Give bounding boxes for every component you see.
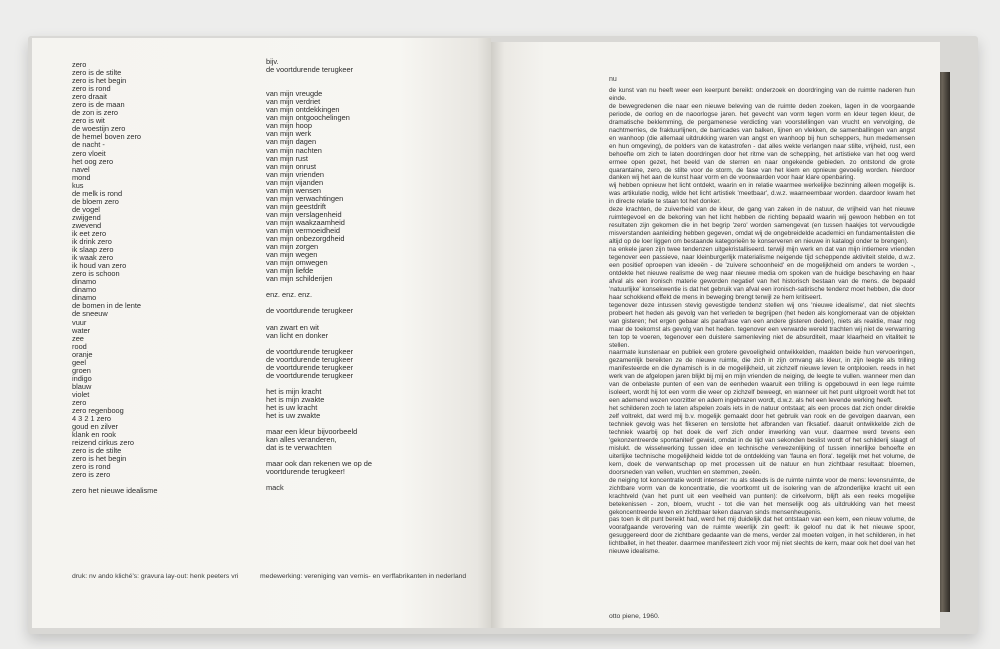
poem-line: zero is rond: [72, 84, 111, 94]
poem-line: violet: [72, 389, 90, 399]
mack-line: van mijn verslagenheid: [266, 209, 342, 219]
essay-paragraph: naarmate kunstenaar en publiek een grotere gevoeligheid ontwikkelden, maakten beide hun vervoeringen, gezamenlijk bereikten ze de nieuwe ruimte, die zich in zijn omvang als kleur, in zijn leegte als trilling manifesteerde en die dynamisch is in de mogelijkheid, uit zichzelf nieuwe leven te ontplooien. reeds in het werk van de afgelopen jaren blijkt bij mij en mijn vrienden de neiging, de leegte te vullen. wanneer men dan van de onbelaste punten of een van de eenheden waaruit een trilling is opgebouwd in een lege ruimte isoleert, wordt hij tot een vorm die weer op zichzelf beweegt, en wanneer uit het punt uitgroeit wordt het tot een ademend wezen voorzitter en adem ingebrazen wordt, d.w.z. als het een levende werking heeft.: [609, 349, 915, 405]
essay-heading: nu: [609, 76, 617, 83]
poem-line: zero: [72, 60, 87, 69]
poem-line: de vogel: [72, 204, 100, 214]
mack-line: van licht en donker: [266, 330, 329, 340]
essay-paragraph: de bewegredenen die naar een nieuwe beleving van de ruimte deden zoeken, lagen in de voorgaande periode, de oorlog en de naoorlogse jaren. het gevecht van vorm tegen vorm en kleur tegen kleur, de dramatische beklemming, de pergamenese verdicting van voorstellingen van vrucht en vervolging, de nachtmerries, de fraktuurlijnen, de barricades van balken, lijnen en vlekken, de samenballingen van angst en wanhoop (die allemaal uitdrukking waren van angst en wanhoop bij hun scheppers, hun medemensen en hun omgeving), de polders van de katastrofen - dat alles wekte verlangen naar stilte, vrijheid, rust, een behoefte om zich te laten doordringen door het ritme van de schepping, het artistieke van het oog werd ermee open gezet, het beeld van de sterren en naar ongekende gebieden. zo ontstond de grote quarantaine, zero, de stilte voor de storm, de fase van het kiem en opnieuw gevoelig worden. hierdoor danken wij het aan de kunst haar vorm en de voorwaarden voor haar klare openbaring.: [609, 102, 915, 182]
mack-line: mack: [266, 483, 284, 493]
essay-paragraph: na enkele jaren zijn twee tendenzen uitgekristalliseerd. terwijl mijn werk en dat van mijn intiemere vrienden tegenover een passieve, naar kleinburgerlijk materialisme neigende tijd scheppende aktiviteit stelde, d.w.z. een positief oproepen van ideeën - de 'zuivere schoonheid' en de mogelijkheid om anders te worden -, ontdekte het nieuwe realisme de weg naar nieuwe media om spoken van de huidige beschaving en haar afval als een ironisch materie geworden negatief van het historisch bestaan van de mens. de bepaald 'natuurlijke' konsekwentie is dat het gebruik van afval een ironisch-satirische tendenz moet hebben, die door haar schokkend effekt de mens in beweging brengt terwijl ze hem kritiseert.: [609, 246, 915, 301]
poem-line: klank en rook: [72, 430, 116, 440]
poem-line: water: [72, 325, 91, 335]
mack-line: het is mijn zwakte: [266, 394, 325, 404]
mack-line: van mijn werk: [266, 129, 312, 139]
poem-line: zero is rond: [72, 462, 111, 472]
essay-paragraph: de neiging tot koncentratie wordt intenser: nu als steeds is de ruimte ruimte voor de mens: levensruimte, de zichtbare vorm van de koncentratie, die voortkomt uit de isolering van de afzonderlijke kracht uit een krachtveld (van het punt uit een veelheid van punten): de cirkelvorm, blijft als een reeks mogelijke betekenissen - zon, bloem, vrucht - tot die van het menselijk oog als uitdrukking van het meest gekoncentreerde leven en zichtbaar teken daarvan sinds mensenheugenis.: [609, 476, 915, 516]
mack-line: van mijn verdriet: [266, 97, 321, 107]
poem-line: zero is zero: [72, 470, 111, 480]
poem-line: zwevend: [72, 220, 102, 230]
mack-line: van mijn hoop: [266, 121, 313, 131]
poem-line: dinamo: [72, 293, 97, 303]
mack-line: het is uw zwakte: [266, 411, 321, 421]
poem-line: vuur: [72, 317, 87, 327]
credits-footer: druk: nv ando kliché's: gravura lay-out: henk peeters vri: [72, 573, 239, 580]
mack-line: van mijn onrust: [266, 161, 317, 171]
mack-line: van mijn liefde: [266, 266, 314, 276]
mack-line: van mijn zorgen: [266, 242, 319, 252]
poem-line: zero is de stilte: [72, 68, 122, 78]
poem-line: geel: [72, 357, 86, 367]
poem-line: zero is wit: [72, 116, 105, 126]
poem-line: de bloem zero: [72, 196, 119, 206]
mack-line: enz. enz. enz.: [266, 290, 313, 300]
poem-line: zero is het begin: [72, 454, 127, 464]
mack-line: de voortdurende terugkeer: [266, 370, 354, 380]
mack-line: van mijn verwachtingen: [266, 193, 344, 203]
poem-line: ik drink zero: [72, 237, 112, 247]
poem-line: mond: [72, 172, 91, 182]
poem-line: zero regenboog: [72, 406, 124, 416]
poem-line: zero vloeit: [72, 148, 106, 158]
mack-line: dat is te verwachten: [266, 443, 332, 453]
poem-column: [72, 61, 157, 496]
poem-line: goud en zilver: [72, 422, 119, 432]
mack-line: van mijn ontdekkingen: [266, 105, 340, 115]
mack-line: van mijn vreugde: [266, 89, 323, 99]
mack-text-column: [266, 58, 372, 493]
mack-line: de voortdurende terugkeer: [266, 362, 354, 372]
poem-line: blauw: [72, 381, 92, 391]
mack-line: voortdurende terugkeer!: [266, 467, 345, 477]
mack-line: van mijn onbezorgdheid: [266, 234, 345, 244]
mack-line: de voortdurende terugkeer: [266, 346, 354, 356]
poem-line: ik eet zero: [72, 228, 107, 238]
essay-paragraph: het schilderen zoch te laten afspelen zoals iets in de natuur ontstaat; als een proces dat zich onder direktie zelf voltrekt, dat werd mij b.v. mogelijk gemaakt door het gebruik van rook en de gevolgen daarvan, een techniek gevolg was het fikseren en tenslotte het afbranden van fiksatief. daaruit ontwikkelde zich de techniek waarbij op het doek de verf zich onder inwerking van vuur. daarmee werd tevens een 'gekonzentreerde spontaniteit' gewist, omdat in de tijd van sekonden beslist wordt of het schilderij slaagt of mislukt. de wisselwerking tussen idee en technische verwezenlijking of tussen innerlijke behoefte en uiterlijke technische mogelijkheid leidde tot de ontdekking van 'fauna en flora'. tegelijk met het volume, de kern, doek de verwantschap op met processen uit de natuur en hun zichtbaar resultaat: bloemen, doorsneden van vellen, vruchten en stemmen, zeeën.: [609, 405, 915, 476]
mack-line: [266, 74, 372, 82]
poem-line: 4 3 2 1 zero: [72, 414, 112, 424]
essay-paragraph: wij hebben opnieuw het licht ontdekt, waarin en in relatie waarmee werkelijke bezinning alleen mogelijk is. was artikulatie nodig, wilde het licht artistiek 'meetbaar', d.w.z. waarneembaar worden. daardoor kwam het in directe relatie te staan tot het donker.: [609, 182, 915, 206]
poem-line: zero: [72, 397, 87, 407]
poem-line: de zon is zero: [72, 108, 119, 118]
poem-line: de nacht -: [72, 140, 105, 150]
essay-paragraph: pas toen ik dit punt bereikt had, werd het mij duidelijk dat het ontstaan van een kern, een nieuw volume, de voorafgaande verovering van de ruimte weerlijk zin geeft: ik geloof nu dat ik het nieuwe spoor, gesuggereerd door de zichtbare gedaante van de mens, verder zal moeten volgen, in het schilderen, in het lichtballet, in het theater. daarmee manifesteert zich voor mij niet slechts de kern, maar ook het doel van het nieuwe idealisme.: [609, 516, 915, 556]
mack-line: van mijn wensen: [266, 185, 322, 195]
poem-line: de melk is rond: [72, 188, 123, 198]
mack-line: het is mijn kracht: [266, 386, 322, 396]
mack-line: kan alles veranderen,: [266, 435, 337, 445]
mack-line: van mijn vermoeidheid: [266, 225, 340, 235]
mack-line: van mijn ontgoochelingen: [266, 113, 350, 123]
mack-line: van mijn dagen: [266, 137, 317, 147]
poem-line: navel: [72, 164, 90, 174]
essay-body: [609, 87, 915, 556]
poem-line: de woestijn zero: [72, 124, 126, 134]
mack-line: bijv.: [266, 57, 279, 66]
right-page: [491, 42, 940, 628]
mack-line: van mijn vrienden: [266, 169, 324, 179]
mack-line: maar ook dan rekenen we op de: [266, 459, 373, 469]
poem-line: de bomen in de lente: [72, 301, 142, 311]
poem-line: zero draait: [72, 92, 107, 102]
mack-line: maar een kleur bijvoorbeeld: [266, 427, 358, 437]
poem-line: de hemel boven zero: [72, 132, 142, 142]
mack-line: van mijn schilderijen: [266, 274, 333, 284]
poem-line: zero is de maan: [72, 100, 125, 110]
poem-line: zero is het begin: [72, 76, 127, 86]
mack-line: de voortdurende terugkeer: [266, 65, 354, 75]
left-page: [32, 38, 491, 628]
poem-line: indigo: [72, 373, 92, 383]
poem-line: zero is schoon: [72, 269, 120, 279]
poem-line: de sneeuw: [72, 309, 108, 319]
poem-line: zero het nieuwe idealisme: [72, 486, 158, 496]
essay-paragraph: deze krachten, de zuiverheid van de kleur, de gang van zaken in de natuur, de vrijheid van het nieuwe ruimtegevoel en de bekoring van het licht hebben de richting bepaald waarin wij gewoon hebben en tot resultaten zijn gekomen die in het begrip 'zero' worden samengevat (en tussen haakjes tot vervoudigde misverstanden aanleiding hebben gegeven, omdat wij de ongebreidelde academici en fundamentalisten die altijd op de loer liggen om bestaande kategorieën te konserveren en nieuwe in katalogi onder te brengen).: [609, 206, 915, 246]
mack-line: van mijn wegen: [266, 250, 318, 260]
mack-line: de voortdurende terugkeer: [266, 306, 354, 316]
poem-line: zero is de stilte: [72, 446, 122, 456]
poem-line: groen: [72, 365, 91, 375]
essay-paragraph: tegenover deze intussen stevig gevestigde tendenz stellen wij ons 'nieuwe idealisme', dat niet slechts probeert het heden als gevolg van het verleden te begrijpen (het heden als konglomeraat van de objekten van gisteren; het ergen gebaar als parafrase van een andere gisteren deden), niets als reaktie, maar nog maar de toekomst als gevolg van het heden. tegenover een verwarde wereld trachten wij niet de verwarring ten top te voeren, tegenover een duistere samenleving niet de absurditeit, maar klaarheid en vitaliteit te stellen.: [609, 301, 915, 349]
mack-line: het is uw kracht: [266, 403, 318, 413]
poem-line: ik waak zero: [72, 253, 114, 263]
mack-line: de voortdurende terugkeer: [266, 354, 354, 364]
poem-line: reizend cirkus zero: [72, 438, 135, 448]
poem-line: zee: [72, 333, 84, 343]
essay-paragraph: de kunst van nu heeft weer een keerpunt bereikt: onderzoek en doordringing van de ruimte naderen hun einde.: [609, 87, 915, 102]
poem-line: kus: [72, 180, 84, 190]
poem-line: het oog zero: [72, 156, 114, 166]
mack-line: van mijn geestdrift: [266, 201, 326, 211]
poem-line: zwijgend: [72, 212, 101, 222]
mack-line: van mijn vijanden: [266, 177, 324, 187]
poem-line: oranje: [72, 349, 93, 359]
mack-line: van zwart en wit: [266, 322, 319, 332]
poem-line: dinamo: [72, 285, 97, 295]
mack-line: van mijn nachten: [266, 145, 322, 155]
poem-line: ik slaap zero: [72, 245, 114, 255]
poem-line: rood: [72, 341, 87, 351]
essay-signature: otto piene, 1960.: [609, 613, 660, 620]
mack-line: van mijn rust: [266, 153, 308, 163]
mack-line: van mijn omwegen: [266, 258, 328, 268]
poem-line: dinamo: [72, 277, 97, 287]
mack-line: van mijn waakzaamheid: [266, 217, 345, 227]
sponsor-footer: medewerking: vereniging van vernis- en verffabrikanten in nederland: [260, 573, 467, 580]
poem-line: ik houd van zero: [72, 261, 127, 271]
